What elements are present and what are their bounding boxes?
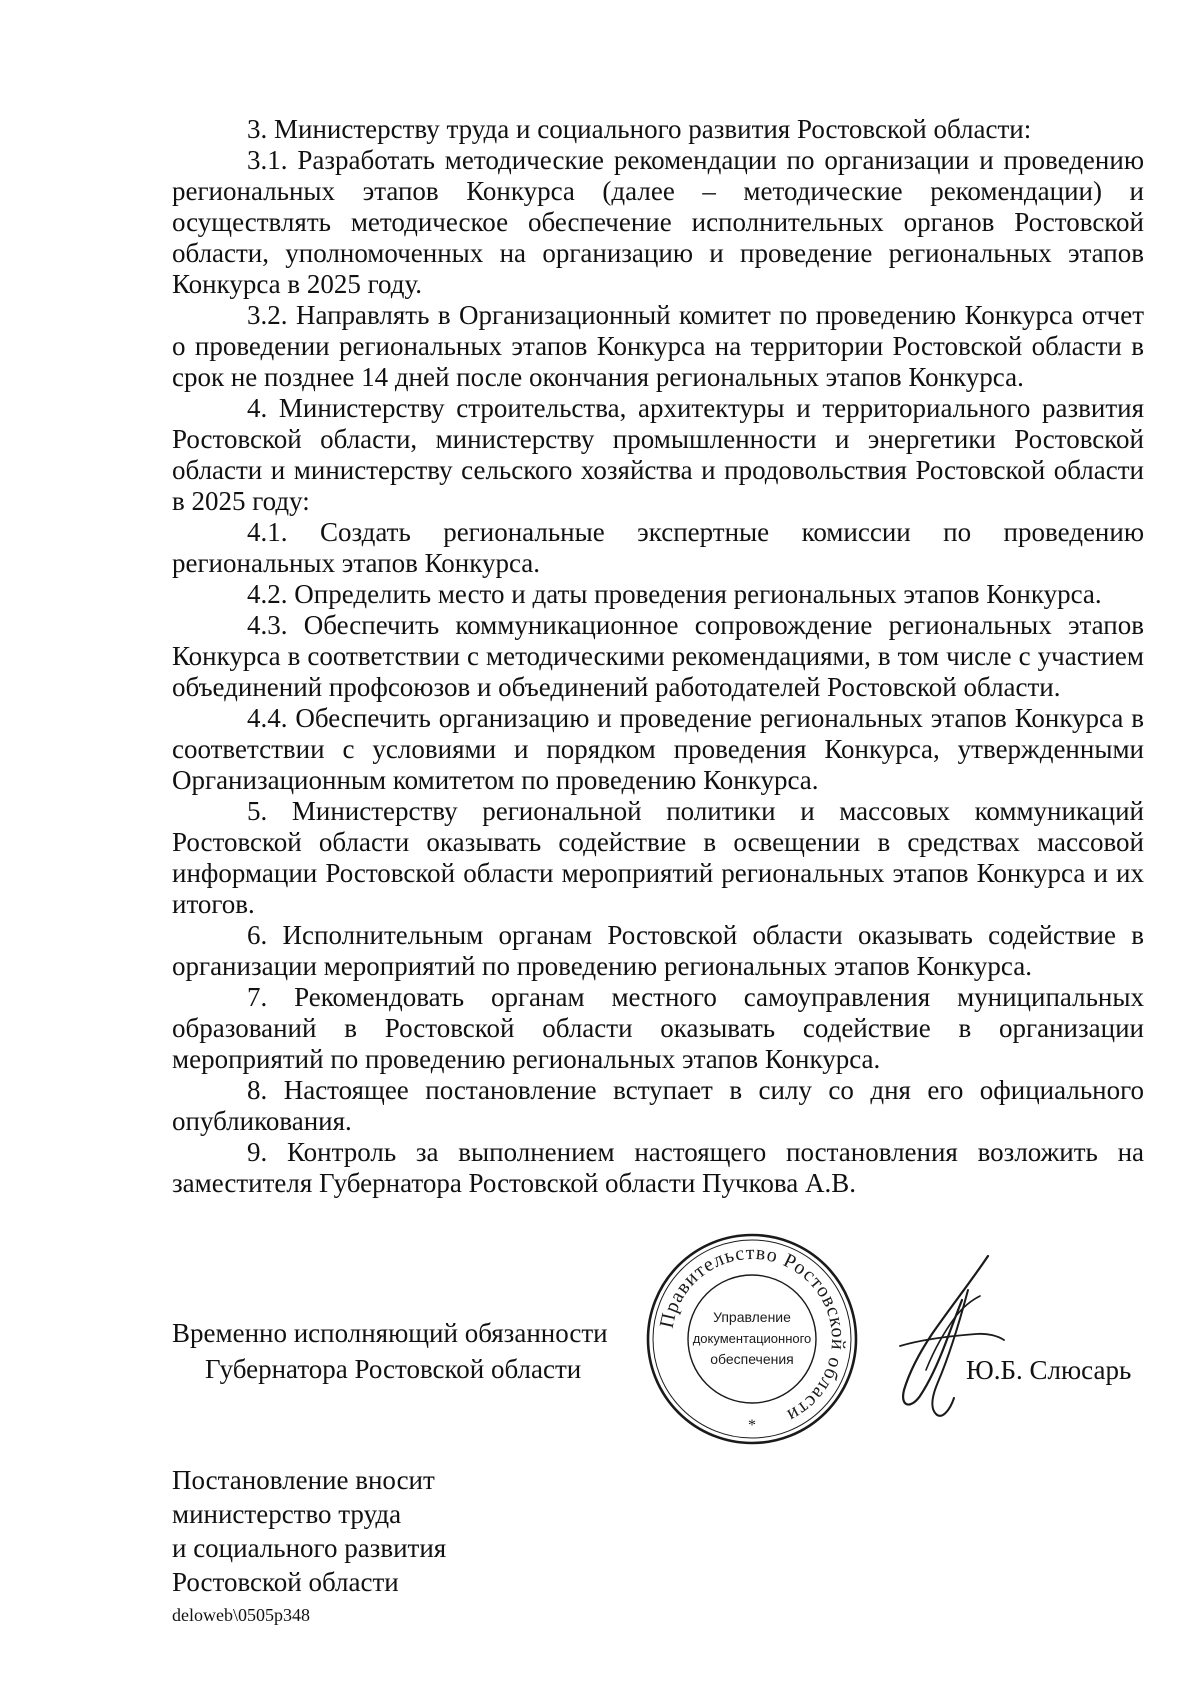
introduced-by-block [172, 1463, 446, 1599]
paragraph-3-2: 3.2. Направлять в Организационный комитет по проведению Конкурса отчет о проведении региональных этапов Конкурса на территории Ростовской области в срок не позднее 14 дней после окончания региональных этапов Конкурса. [172, 300, 1144, 392]
signatory-position [172, 1315, 608, 1387]
seal-star: * [748, 1417, 756, 1434]
paragraph-8: 8. Настоящее постановление вступает в силу со дня его официального опубликования. [172, 1075, 1144, 1136]
signatory-position-line1: Временно исполняющий обязанности [172, 1318, 608, 1348]
document-reference: deloweb\0505p348 [172, 1605, 310, 1625]
paragraph-4-4: 4.4. Обеспечить организацию и проведение региональных этапов Конкурса в соответствии с условиями и порядком проведения Конкурса, утвержденными Организационным комитетом по проведению Конкурса. [172, 703, 1144, 795]
introduced-by-line2: министерство труда [172, 1499, 402, 1529]
handwritten-signature [880, 1250, 1010, 1430]
signatory-name: Ю.Б. Слюсарь [966, 1355, 1132, 1385]
introduced-by-line4: Ростовской области [172, 1567, 399, 1597]
paragraph-4: 4. Министерству строительства, архитектуры и территориального развития Ростовской области, министерству промышленности и энергетики Ростовской области и министерству сельского хозяйства и продовольствия Ростовской области в 2025 году: [172, 393, 1144, 516]
paragraph-4-3: 4.3. Обеспечить коммуникационное сопровождение региональных этапов Конкурса в соответствии с методическими рекомендациями, в том числе с участием объединений профсоюзов и объединений работодателей Ростовской области. [172, 610, 1144, 702]
paragraph-6: 6. Исполнительным органам Ростовской области оказывать содействие в организации мероприятий по проведению региональных этапов Конкурса. [172, 920, 1144, 981]
introduced-by-line3: и социального развития [172, 1533, 447, 1563]
paragraph-7: 7. Рекомендовать органам местного самоуправления муниципальных образований в Ростовской области оказывать содействие в организации мероприятий по проведению региональных этапов Конкурса. [172, 982, 1144, 1074]
paragraph-9: 9. Контроль за выполнением настоящего постановления возложить на заместителя Губернатора Ростовской области Пучкова А.В. [172, 1137, 1144, 1198]
paragraph-4-1: 4.1. Создать региональные экспертные комиссии по проведению региональных этапов Конкурса. [172, 517, 1144, 578]
resolution-body [172, 114, 1144, 1199]
seal-inner-line2: документационного [692, 1331, 812, 1346]
paragraph-4-2: 4.2. Определить место и даты проведения региональных этапов Конкурса. [247, 579, 1102, 609]
signatory-position-line2: Губернатора Ростовской области [205, 1354, 582, 1384]
introduced-by-line1: Постановление вносит [172, 1465, 435, 1495]
official-seal [643, 1230, 861, 1448]
seal-inner-line1: Управление [713, 1309, 791, 1325]
seal-outer-text: Правительство Ростовской области [655, 1241, 850, 1427]
paragraph-3: 3. Министерству труда и социального развития Ростовской области: [247, 114, 1032, 144]
paragraph-5: 5. Министерству региональной политики и массовых коммуникаций Ростовской области оказывать содействие в освещении в средствах массовой информации Ростовской области мероприятий региональных этапов Конкурса и их итогов. [172, 796, 1144, 919]
seal-inner-line3: обеспечения [710, 1351, 794, 1367]
paragraph-3-1: 3.1. Разработать методические рекомендации по организации и проведению региональных этапов Конкурса (далее – методические рекомендации) и осуществлять методическое обеспечение исполнительных органов Ростовской области, уполномоченных на организацию и проведение региональных этапов Конкурса в 2025 году. [172, 145, 1144, 299]
